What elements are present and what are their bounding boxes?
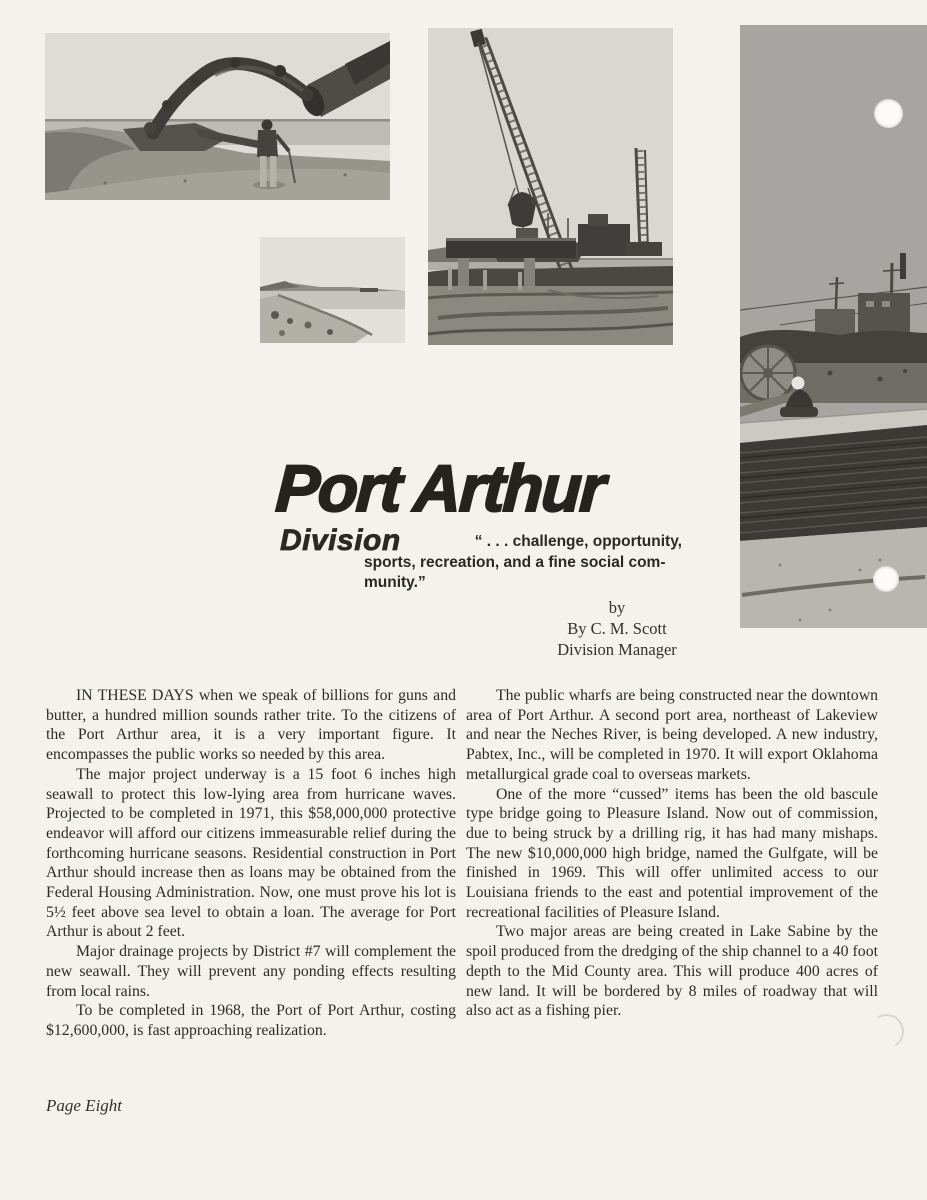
- article-paragraph: The major project underway is a 15 foot 6 inches high seawall to protect this low-lying area from hurricane waves. Projected to be completed in 1971, this $58,000,000 protective endeavor will afford our citizens immeasurable relief during the forthcoming hurricane seasons. Residential construction in Port Arthur should increase then as loans may be obtained from the Federal Housing Administration. Now, one must prove his lot is 5½ feet above sea level to obtain a loan. The average for Port Arthur is about 2 feet.: [46, 765, 456, 941]
- byline-author: By C. M. Scott: [567, 619, 667, 638]
- article-paragraph: IN THESE DAYS when we speak of billions for guns and butter, a hundred million sounds rather trite. To the citizens of the Port Arthur area, it is a very important figure. It encompasses the public works so needed by this area.: [46, 687, 456, 764]
- page-subtitle: Division: [280, 524, 401, 557]
- article-paragraph: Two major areas are being created in Lake Sabine by the spoil produced from the dredging of the ship channel to a 40 foot depth to the Mid County area. This will produce 400 acres of new land. It will be bordered by 8 miles of roadway that will also act as a fishing pier.: [466, 923, 878, 1020]
- pull-quote-line-1: “ . . . challenge, opportunity,: [474, 533, 682, 550]
- dredge-discharge-photo: [45, 33, 390, 200]
- pull-quote-line-2: sports, recreation, and a fine social com-: [364, 553, 666, 571]
- dredge-photo-art: [45, 33, 390, 200]
- punch-hole-bottom: [873, 566, 899, 592]
- byline-intro: by: [608, 598, 626, 617]
- pull-quote-line-3: munity.”: [364, 574, 426, 591]
- article-paragraph: The public wharfs are being constructed near the downtown area of Port Arthur. A second port area, northeast of Lakeview and near the Neches River, is being developed. A new industry, Pabtex, Inc., will be completed in 1970. It will export Oklahoma metallurgical grade coal to overseas markets.: [466, 687, 878, 783]
- page-title: Port Arthur: [274, 451, 606, 525]
- crane-photo-art: [428, 28, 673, 345]
- shoreline-photo: [260, 237, 405, 343]
- article-paragraph: Major drainage projects by District #7 will complement the new seawall. They will prevent any ponding effects resulting from local rains.: [46, 943, 456, 1000]
- shoreline-photo-art: [260, 237, 405, 343]
- article-left-column: [46, 686, 456, 1041]
- article-paragraph: One of the more “cussed” items has been the old bascule type bridge going to Pleasure Island. Now out of commission, due to being struck by a drilling rig, it has had many mishaps. The new $10,000,000 high bridge, named the Gulfgate, will be finished in 1969. This will offer unlimited access to our Louisiana friends to the east and potential improvement of the recreational facilities of Pleasure Island.: [466, 785, 878, 921]
- article-paragraph: To be completed in 1968, the Port of Port Arthur, costing $12,600,000, is fast approaching realization.: [46, 1002, 456, 1039]
- byline-role: Division Manager: [557, 640, 677, 659]
- article-right-column: [466, 686, 878, 1021]
- page-number: Page Eight: [46, 1096, 123, 1115]
- byline: [517, 597, 717, 660]
- crane-photo: [428, 28, 673, 345]
- pull-quote: [364, 532, 682, 594]
- punch-hole-top: [874, 99, 903, 128]
